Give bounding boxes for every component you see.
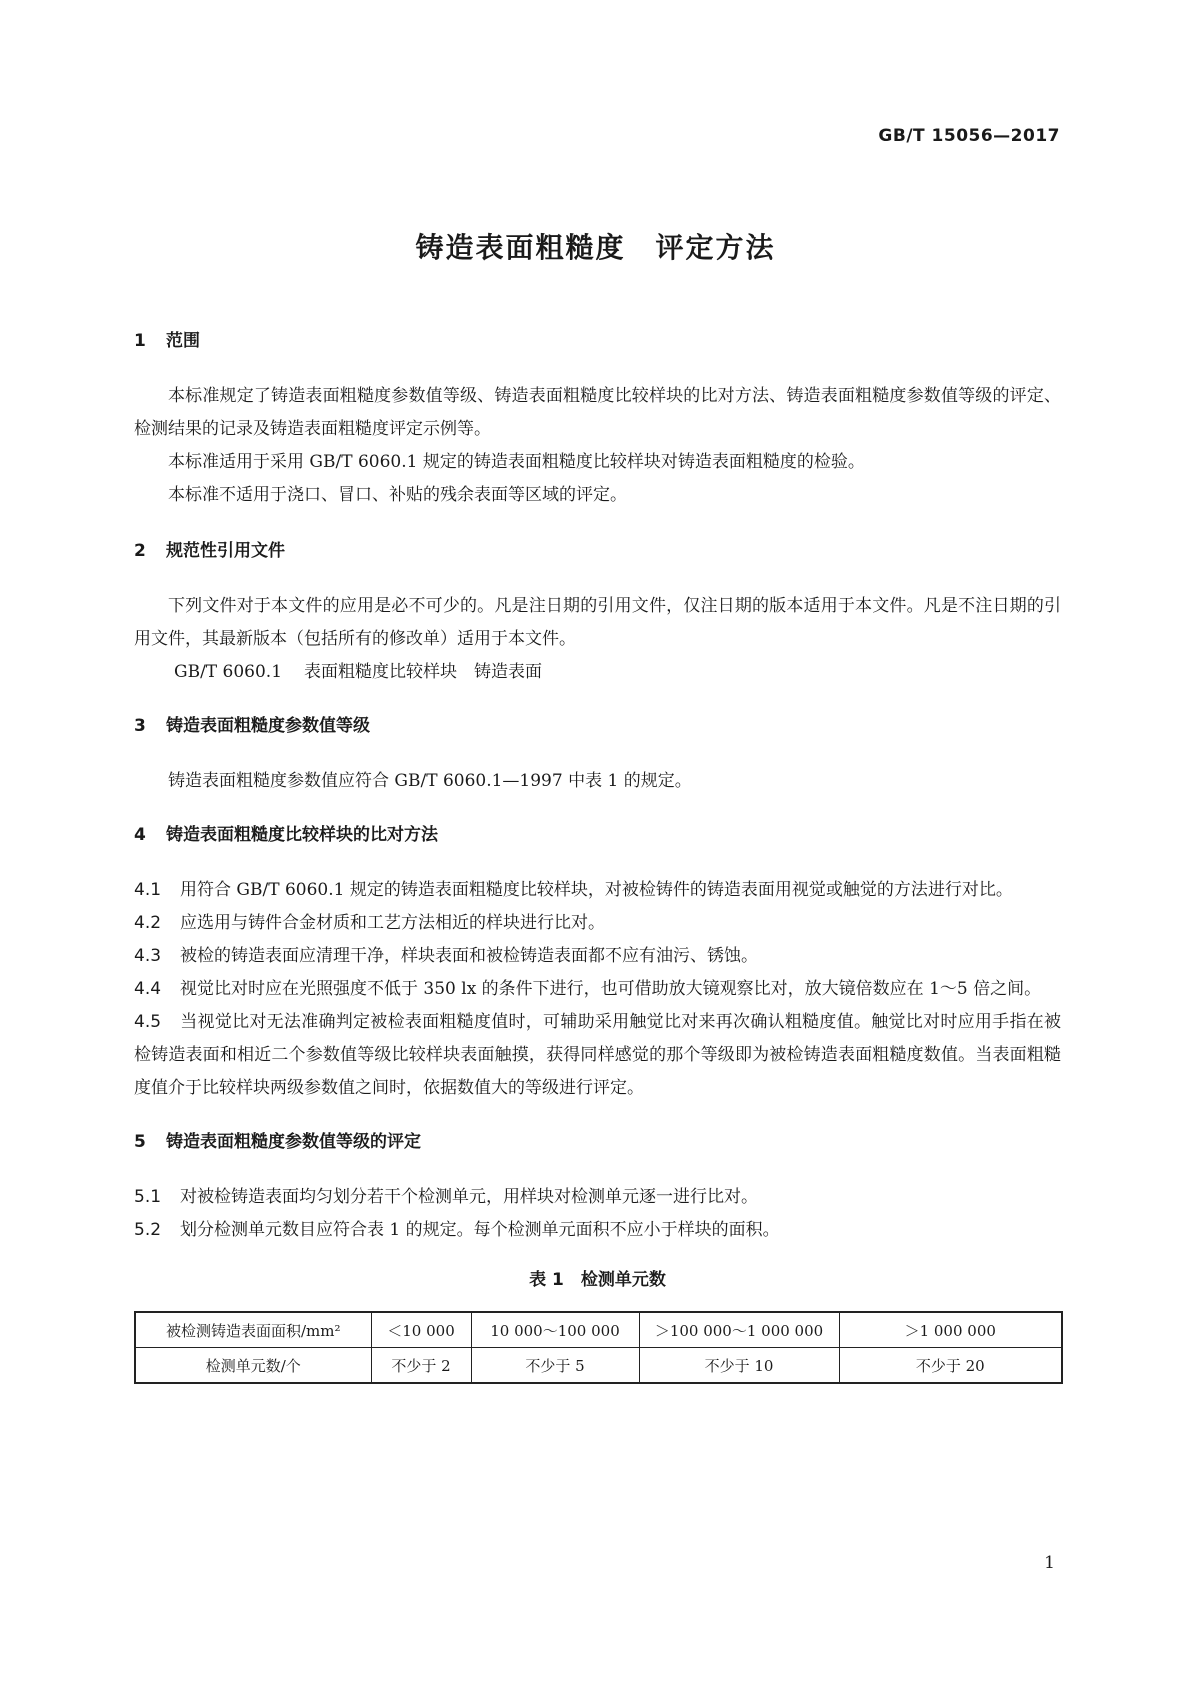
paragraph: 本标准规定了铸造表面粗糙度参数值等级、铸造表面粗糙度比较样块的比对方法、铸造表面粗糙度参数值等级的评定、检测结果的记录及铸造表面粗糙度评定示例等。 (134, 386, 1061, 439)
table-cell: 10 000～100 000 (471, 1312, 639, 1348)
paragraph: 本标准适用于采用 GB/T 6060.1 规定的铸造表面粗糙度比较样块对铸造表面粗糙度的检验。 (168, 452, 865, 472)
clause-text: 对被检铸造表面均匀划分若干个检测单元，用样块对检测单元逐一进行比对。 (180, 1187, 758, 1207)
section-title: 范围 (166, 331, 200, 351)
clause-number: 4.5 (134, 1012, 162, 1032)
clause-item (134, 973, 1061, 1006)
clause-text: 视觉比对时应在光照强度不低于 350 lx 的条件下进行，也可借助放大镜观察比对，放大镜倍数应在 1～5 倍之间。 (180, 979, 1042, 999)
reference-title: 表面粗糙度比较样块 铸造表面 (304, 662, 543, 682)
paragraph: 下列文件对于本文件的应用是必不可少的。凡是注日期的引用文件，仅注日期的版本适用于本文件。凡是不注日期的引用文件，其最新版本（包括所有的修改单）适用于本文件。 (134, 596, 1061, 649)
section-heading-4 (134, 822, 1061, 848)
clause-item (134, 940, 1061, 973)
clause-text: 被检的铸造表面应清理干净，样块表面和被检铸造表面都不应有油污、锈蚀。 (180, 946, 758, 966)
clause-number: 4.2 (134, 913, 162, 933)
table-row (135, 1312, 1062, 1348)
clause-number: 5.1 (134, 1187, 162, 1207)
normative-reference (134, 656, 1061, 689)
clause-text: 应选用与铸件合金材质和工艺方法相近的样块进行比对。 (180, 913, 605, 933)
section-number: 5 (134, 1132, 146, 1152)
clause-item (134, 1181, 1061, 1214)
table-cell: 不少于 5 (471, 1348, 639, 1384)
clause-item (134, 874, 1061, 907)
table-cell: 检测单元数/个 (135, 1348, 371, 1384)
section-title: 规范性引用文件 (166, 541, 285, 561)
clause-text: 当视觉比对无法准确判定被检表面粗糙度值时，可辅助采用触觉比对来再次确认粗糙度值。触觉比对时应用手指在被检铸造表面和相近二个参数值等级比较样块表面触摸，获得同样感觉的那个等级即为被检铸造表面粗糙度数值。当表面粗糙度值介于比较样块两级参数值之间时，依据数值大的等级进行评定。 (134, 1012, 1061, 1098)
section-title: 铸造表面粗糙度参数值等级的评定 (166, 1132, 421, 1152)
document-body (134, 328, 1061, 1384)
clause-number: 4.3 (134, 946, 162, 966)
table-cell: 不少于 2 (371, 1348, 471, 1384)
table-cell: 不少于 10 (639, 1348, 839, 1384)
paragraph: 本标准不适用于浇口、冒口、补贴的残余表面等区域的评定。 (168, 485, 627, 505)
clause-item (134, 1006, 1061, 1105)
clause-number: 5.2 (134, 1220, 162, 1240)
section-heading-1 (134, 328, 1061, 354)
table-cell: ＜10 000 (371, 1312, 471, 1348)
section-number: 3 (134, 716, 146, 736)
table-caption: 表 1 检测单元数 (529, 1270, 666, 1290)
table-row (135, 1348, 1062, 1384)
table-cell: ＞100 000～1 000 000 (639, 1312, 839, 1348)
page-number: 1 (1044, 1553, 1055, 1573)
detection-unit-table (134, 1311, 1063, 1384)
paragraph: 铸造表面粗糙度参数值应符合 GB/T 6060.1—1997 中表 1 的规定。 (168, 771, 692, 791)
clause-text: 划分检测单元数目应符合表 1 的规定。每个检测单元面积不应小于样块的面积。 (180, 1220, 780, 1240)
section-number: 4 (134, 825, 146, 845)
clause-item (134, 1214, 1061, 1247)
section-title: 铸造表面粗糙度参数值等级 (166, 716, 370, 736)
reference-code: GB/T 6060.1 (174, 662, 283, 682)
section-number: 1 (134, 331, 146, 351)
clause-number: 4.4 (134, 979, 162, 999)
document-title: 铸造表面粗糙度 评定方法 (415, 231, 776, 264)
clause-text: 用符合 GB/T 6060.1 规定的铸造表面粗糙度比较样块，对被检铸件的铸造表面用视觉或触觉的方法进行对比。 (180, 880, 1013, 900)
clause-item (134, 907, 1061, 940)
standard-code: GB/T 15056—2017 (878, 126, 1060, 146)
section-heading-2 (134, 538, 1061, 564)
table-cell: 被检测铸造表面面积/mm² (135, 1312, 371, 1348)
table-cell: 不少于 20 (839, 1348, 1062, 1384)
section-heading-3 (134, 713, 1061, 739)
section-heading-5 (134, 1129, 1061, 1155)
table-cell: ＞1 000 000 (839, 1312, 1062, 1348)
clause-number: 4.1 (134, 880, 162, 900)
section-title: 铸造表面粗糙度比较样块的比对方法 (166, 825, 438, 845)
section-number: 2 (134, 541, 146, 561)
